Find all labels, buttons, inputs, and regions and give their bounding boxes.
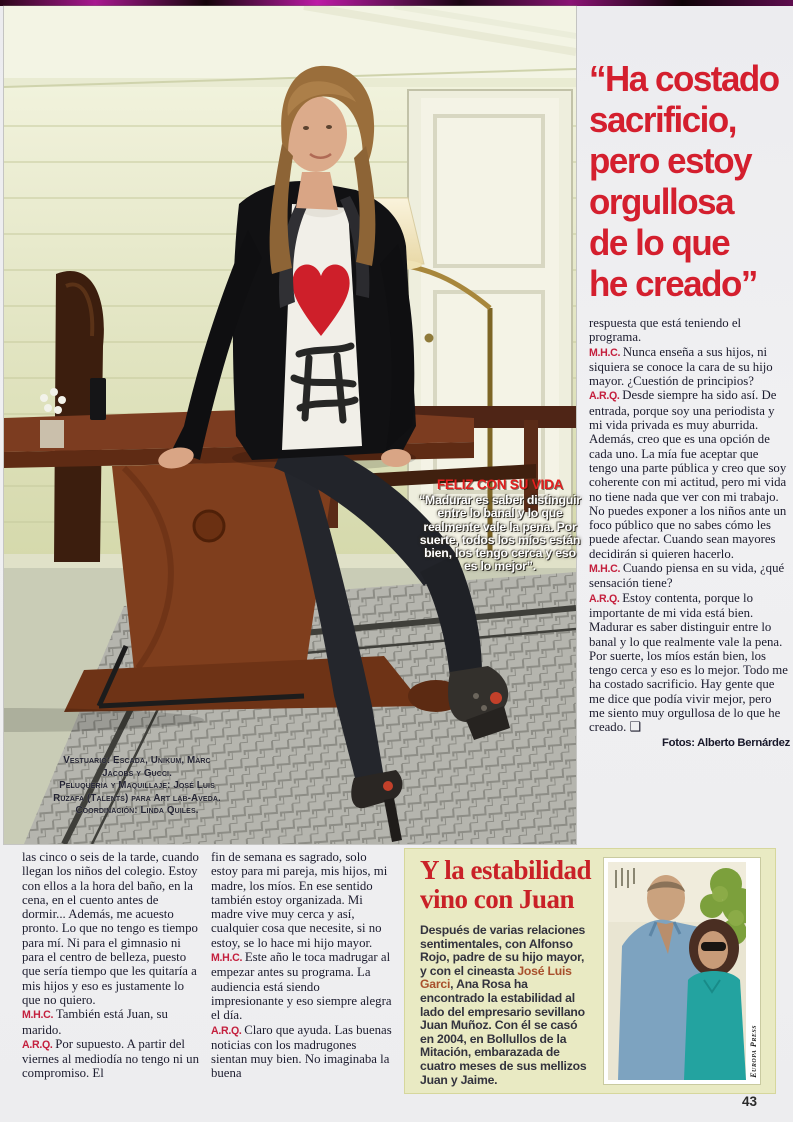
sidebar-text: , Ana Rosa ha encontrado la estabilidad al lado del empresario sevillano Juan Muñoz. Con él se casó en 2004, en Bollullos de la Mitación, embarazada de cuatro meses de sus mellizos Juan y Jaime. (420, 977, 587, 1087)
paragraph: A.R.Q. Por supuesto. A partir del viernes al mediodía no tengo ni un compromiso. El (22, 1036, 199, 1081)
styling-credits (26, 755, 248, 818)
sidebar-text: Después de varias relaciones sentimentales, con Alfonso Rojo, padre de su hijo mayor, y con el cineasta (420, 923, 586, 978)
photo-caption (418, 477, 582, 574)
paragraph: A.R.Q. Claro que ayuda. Las buenas noticias con los madrugones sientan muy bien. No imaginaba la buena (211, 1022, 392, 1081)
pull-quote (589, 58, 785, 304)
credit-line: Ruzafa (Talents) para Art lab-Aveda. (53, 792, 221, 804)
paragraph: las cinco o seis de la tarde, cuando llegan los niños del colegio. Estoy con ellos a la hora del baño, en la cena, en el cuento antes de dormir... Además, me acuesto pronto. Lo que no tengo es tiempo para mí. Ni para el gimnasio ni para el centro de belleza, puesto que sería tiempo que les quitaría a mis hijos y eso es justamente lo que no quiero. (22, 850, 199, 1007)
speaker-label: A.R.Q. (589, 592, 623, 605)
sidebar-title-line: Y la estabilidad (420, 855, 592, 885)
main-photo (4, 6, 576, 844)
credit-line: Peluquería y Maquillaje: José Luis (59, 780, 215, 791)
paragraph: M.H.C. También está Juan, su marido. (22, 1007, 168, 1037)
speaker-label: A.R.Q. (22, 1038, 56, 1051)
paragraph: M.H.C. Nunca enseña a sus hijos, ni siquiera se conoce la cara de su hijo mayor. ¿Cuestión de principios? (589, 344, 773, 389)
paragraph: M.H.C. Este año le toca madrugar al empezar antes su programa. La audiencia está siendo impresionante y eso siempre alegra el día. (211, 950, 392, 1023)
speaker-label: M.H.C. (211, 952, 245, 965)
sidebar-title-line: vino con Juan (420, 884, 575, 914)
article-column-right (589, 316, 790, 750)
speaker-label: A.R.Q. (589, 390, 623, 403)
pull-quote-line: de lo que (589, 222, 730, 263)
photo-caption-text: “Madurar es saber distinguir entre lo banal y lo que realmente vale la pena. Por suerte, todos los míos están bien, los tengo cerca y eso es lo mejor”. (419, 493, 581, 574)
credit-line: Vestuario: Escada, Unikum, Marc (63, 755, 211, 766)
speaker-label: M.H.C. (589, 563, 623, 576)
paragraph: A.R.Q. Estoy contenta, porque lo importante de mi vida está bien. Madurar es saber distinguir entre lo banal y lo que realmente vale la pena. Por suerte, los míos están bien, los tengo cerca y eso es lo mejor. Todo me ha costado sacrificio. Hay gente que me dice que podía vivir mejor, pero me siento muy orgullosa de lo que he creado. ❑ (589, 590, 788, 735)
pull-quote-line: “Ha costado (589, 58, 779, 99)
agency-credit: Europa Press (749, 1025, 758, 1078)
page-number: 43 (742, 1094, 758, 1109)
paragraph: respuesta que está teniendo el programa. (589, 316, 742, 345)
pull-quote-line: pero estoy (589, 140, 752, 181)
paragraph: fin de semana es sagrado, solo estoy para mi pareja, mis hijos, mi madre, los míos. En ese sentido también estoy organizada. Mi madre vive muy cerca y así, cualquier cosa que necesite, si no estoy, se lo hace mi hijo mayor. (211, 850, 388, 950)
interview-text (589, 316, 790, 735)
pull-quote-line: orgullosa (589, 181, 734, 222)
paragraph: M.H.C. Cuando piensa en su vida, ¿qué sensación tiene? (589, 561, 785, 591)
speaker-label: M.H.C. (22, 1009, 56, 1022)
paragraph: A.R.Q. Desde siempre ha sido así. De entrada, porque soy una periodista y mi vida privada es muy aburrida. Además, creo que es una opción de cada uno. La mía fue aceptar que tengo una parte pública y creo que soy coherente con mi actitud, pero mi vida no tiene nada que ver con mi trabajo. No puedes exponer a los niños ante un foco público que no sabes cómo les puede afectar. Cuando sean mayores decidirán si quieren hacerlo. (589, 388, 787, 561)
article-column-left (22, 850, 203, 1081)
article-column-middle (211, 850, 395, 1081)
highlighted-name: José Luis Garci (420, 963, 572, 992)
speaker-label: M.H.C. (589, 346, 623, 359)
photographer-credit: Fotos: Alberto Bernárdez (662, 736, 790, 749)
pull-quote-line: sacrificio, (589, 99, 737, 140)
sidebar-box (404, 848, 776, 1094)
sidebar-body (420, 924, 592, 1087)
credit-line: Jacobs y Gucci. (102, 767, 172, 779)
couple-photo-illustration (608, 862, 746, 1080)
speaker-label: A.R.Q. (211, 1024, 245, 1037)
sidebar-photo (604, 858, 760, 1084)
credit-line: Coordinación: Linda Quiles. (75, 805, 199, 816)
sidebar-title (420, 856, 620, 914)
pull-quote-line: he creado” (589, 263, 757, 304)
photo-caption-title: FELIZ CON SU VIDA (436, 477, 564, 492)
main-photo-illustration (4, 6, 576, 844)
